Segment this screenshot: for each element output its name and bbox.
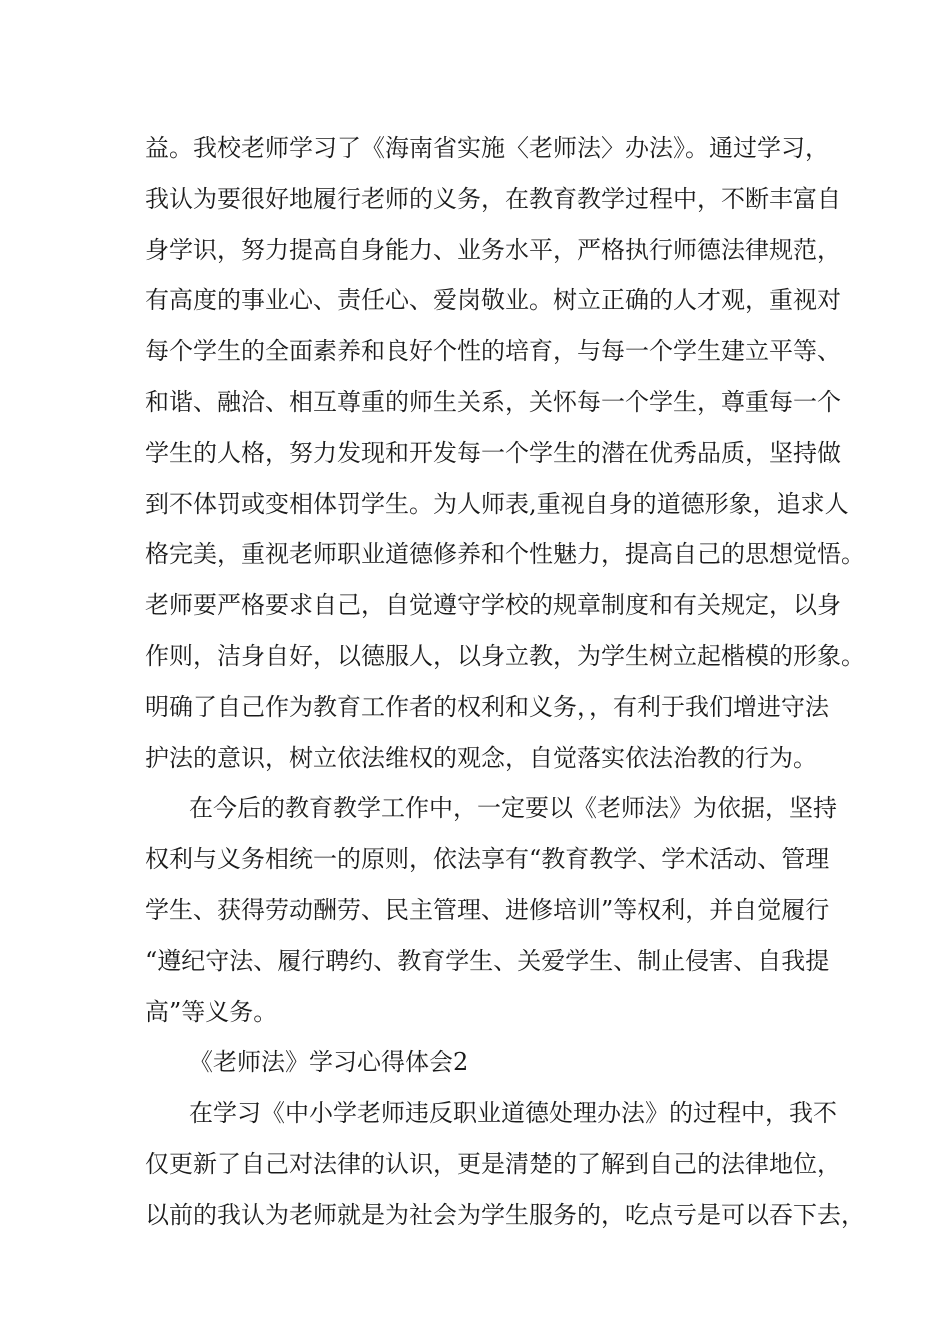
body-text bbox=[145, 130, 865, 1248]
text-line: 高”等义务。 bbox=[145, 997, 278, 1026]
text-line: 以前的我认为老师就是为社会为学生服务的，吃点亏是可以吞下去， bbox=[145, 1200, 865, 1229]
text-line: 权利与义务相统一的原则，依法享有“教育教学、学术活动、管理 bbox=[145, 845, 830, 874]
text-line: “遵纪守法、履行聘约、教育学生、关爱学生、制止侵害、自我提 bbox=[145, 946, 830, 975]
text-line: 学生的人格，努力发现和开发每一个学生的潜在优秀品质，坚持做 bbox=[145, 438, 841, 467]
text-line: 和谐、融洽、相互尊重的师生关系，关怀每一个学生，尊重每一个 bbox=[145, 387, 841, 416]
text-line: 作则，洁身自好，以德服人，以身立教，为学生树立起楷模的形象。 bbox=[145, 641, 865, 670]
text-line: 护法的意识，树立依法维权的观念，自觉落实依法治教的行为。 bbox=[145, 743, 817, 772]
text-line: 学生、获得劳动酬劳、民主管理、进修培训”等权利，并自觉履行 bbox=[145, 895, 830, 924]
paragraph-start-line: 在学习《中小学老师违反职业道德处理办法》的过程中，我不 bbox=[189, 1099, 837, 1128]
text-line: 老师要严格要求自己，自觉遵守学校的规章制度和有关规定，以身 bbox=[145, 591, 841, 620]
section-heading: 《老师法》学习心得体会2 bbox=[189, 1048, 469, 1077]
text-line: 明确了自己作为教育工作者的权利和义务，，有利于我们增进守法 bbox=[145, 692, 829, 721]
text-line: 益。我校老师学习了《海南省实施〈老师法〉办法》。通过学习， bbox=[145, 134, 829, 162]
text-line: 有高度的事业心、责任心、爱岗敬业。树立正确的人才观，重视对 bbox=[145, 286, 841, 315]
paragraph-start-line: 在今后的教育教学工作中，一定要以《老师法》为依据，坚持 bbox=[189, 794, 837, 823]
text-line: 仅更新了自己对法律的认识，更是清楚的了解到自己的法律地位， bbox=[145, 1149, 841, 1178]
text-line: 到不体罚或变相体罚学生。为人师表,重视自身的道德形象，追求人 bbox=[145, 489, 849, 518]
text-line: 身学识，努力提高自身能力、业务水平，严格执行师德法律规范， bbox=[145, 235, 841, 264]
text-line: 每个学生的全面素养和良好个性的培育，与每一个学生建立平等、 bbox=[145, 337, 841, 366]
text-line: 格完美，重视老师职业道德修养和个性魅力，提高自己的思想觉悟。 bbox=[145, 540, 865, 569]
text-line: 我认为要很好地履行老师的义务，在教育教学过程中，不断丰富自 bbox=[145, 184, 841, 213]
